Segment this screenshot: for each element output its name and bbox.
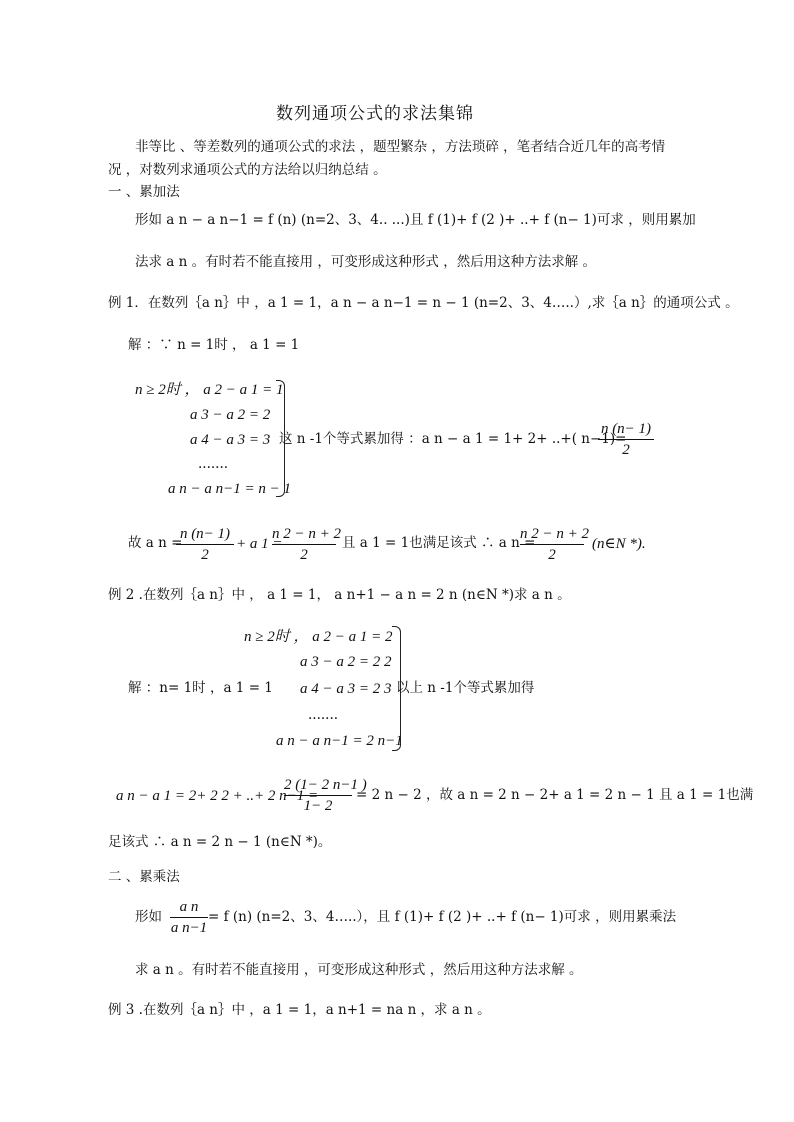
ex1-result-fraction-3 <box>520 525 589 564</box>
ex2-system-line: a 4 − a 3 = 2 3 <box>300 681 392 697</box>
ex2-system-line: a 3 − a 2 = 2 2 <box>300 654 392 670</box>
example-2-solution-start: 解 ：n= 1时 ，a 1 = 1 <box>128 680 273 696</box>
ex1-sum-fraction <box>598 420 654 459</box>
fraction-numerator: n (n− 1) <box>179 526 231 542</box>
fraction-denominator: 2 <box>201 547 209 563</box>
section-2-ratio-fraction <box>170 898 208 937</box>
section-1-form-cont: 法求 a n 。有时若不能直接用 ，可变形成这种形式 ，然后用这种方法求解 。 <box>135 254 596 270</box>
fraction-bar <box>176 544 234 545</box>
fraction-numerator: n (n− 1) <box>600 421 652 437</box>
ex2-system-line: a n − a n−1 = 2 n−1 <box>276 733 403 749</box>
ex2-system-line: n ≥ 2时 ， a 2 − a 1 = 2 <box>244 629 393 645</box>
ex1-result-prefix: 故 a n = <box>128 535 183 551</box>
ex2-sum-fraction <box>284 776 367 815</box>
fraction-denominator: 1− 2 <box>303 798 333 814</box>
section-2-form: = f (n) (n=2、3、4…..），且 f (1)+ f (2 )+ ..+ f (n− 1)可求 ，则用累乘法 <box>208 909 677 925</box>
example-2-statement: 例 2 .在数列｛a n｝中 ， a 1 = 1， a n+1 − a n = 2 n (n∈N *)求 a n 。 <box>108 587 571 603</box>
example-1-solution-start: 解 ：∵ n = 1时 ， a 1 = 1 <box>128 337 300 353</box>
fraction-numerator: n 2 − n + 2 <box>520 526 589 542</box>
ex1-system-line: a 4 − a 3 = 3 <box>190 432 271 448</box>
ex2-sum-line: a n − a 1 = 2+ 2 2 + ..+ 2 n−1 = <box>116 788 319 804</box>
ex1-result-fraction-2 <box>272 525 341 564</box>
fraction-bar <box>170 917 208 918</box>
fraction-denominator: 2 <box>300 547 308 563</box>
section-2-heading: 二 、累乘法 <box>108 869 180 885</box>
ex1-system-line: ....... <box>198 456 229 472</box>
fraction-denominator: 2 <box>548 547 556 563</box>
fraction-bar <box>598 439 654 440</box>
ex1-system-line: a n − a n−1 = n − 1 <box>168 481 291 497</box>
ex2-conclusion: 足该式 ∴ a n = 2 n − 1 (n∈N *)。 <box>108 834 332 850</box>
ex2-system-line: ....... <box>308 707 339 723</box>
fraction-numerator: 2 (1− 2 n−1 ) <box>284 777 367 793</box>
document-title: 数列通项公式的求法集锦 <box>276 104 474 124</box>
fraction-numerator: n 2 − n + 2 <box>272 526 341 542</box>
section-1-heading: 一 、累加法 <box>108 184 180 200</box>
ex2-sum-text: 以上 n -1个等式累加得 <box>396 680 535 696</box>
fraction-bar <box>272 544 336 545</box>
ex1-system-line: a 3 − a 2 = 2 <box>190 407 271 423</box>
ex1-sum-text: 这 n -1个等式累加得 ：a n − a 1 = 1+ 2+ ..+( n−1)= <box>279 431 627 447</box>
fraction-denominator: a n−1 <box>170 920 208 936</box>
fraction-bar <box>520 544 584 545</box>
example-3-statement: 例 3 .在数列｛a n｝中 ，a 1 = 1，a n+1 = na n ，求 a n 。 <box>108 1002 491 1018</box>
section-1-form: 形如 a n − a n−1 = f (n) (n=2、3、4.. ...)且 f (1)+ f (2 )+ ..+ f (n− 1)可求 ，则用累加 <box>135 212 696 228</box>
ex1-result-mid-2: 且 a 1 = 1也满足该式 ∴ a n = <box>342 535 536 551</box>
ex2-sum-line-cont: = 2 n − 2 ，故 a n = 2 n − 2+ a 1 = 2 n − 1 且 a 1 = 1也满 <box>356 787 754 803</box>
intro-line-2: 况 ，对数列求通项公式的方法给以归纳总结 。 <box>108 162 387 178</box>
fraction-bar <box>284 795 352 796</box>
intro-line-1: 非等比 、等差数列的通项公式的求法 ，题型繁杂 ，方法琐碎 ，笔者结合近几年的高考情 <box>135 139 666 155</box>
example-1-statement: 例 1．在数列｛a n｝中 ，a 1 = 1，a n − a n−1 = n − 1 (n=2、3、4…..）,求｛a n｝的通项公式 。 <box>108 295 739 311</box>
section-2-form-cont: 求 a n 。有时若不能直接用 ，可变形成这种形式 ，然后用这种方法求解 。 <box>135 962 583 978</box>
ex1-system-line: n ≥ 2时 ， a 2 − a 1 = 1 <box>135 382 284 398</box>
ex1-result-mid: + a 1 = <box>236 536 283 552</box>
fraction-numerator: a n <box>179 899 199 915</box>
ex1-result-fraction-1 <box>176 525 234 564</box>
fraction-denominator: 2 <box>622 442 630 458</box>
section-2-form-prefix: 形如 <box>135 909 162 925</box>
ex1-result-suffix: (n∈N *). <box>592 536 646 552</box>
